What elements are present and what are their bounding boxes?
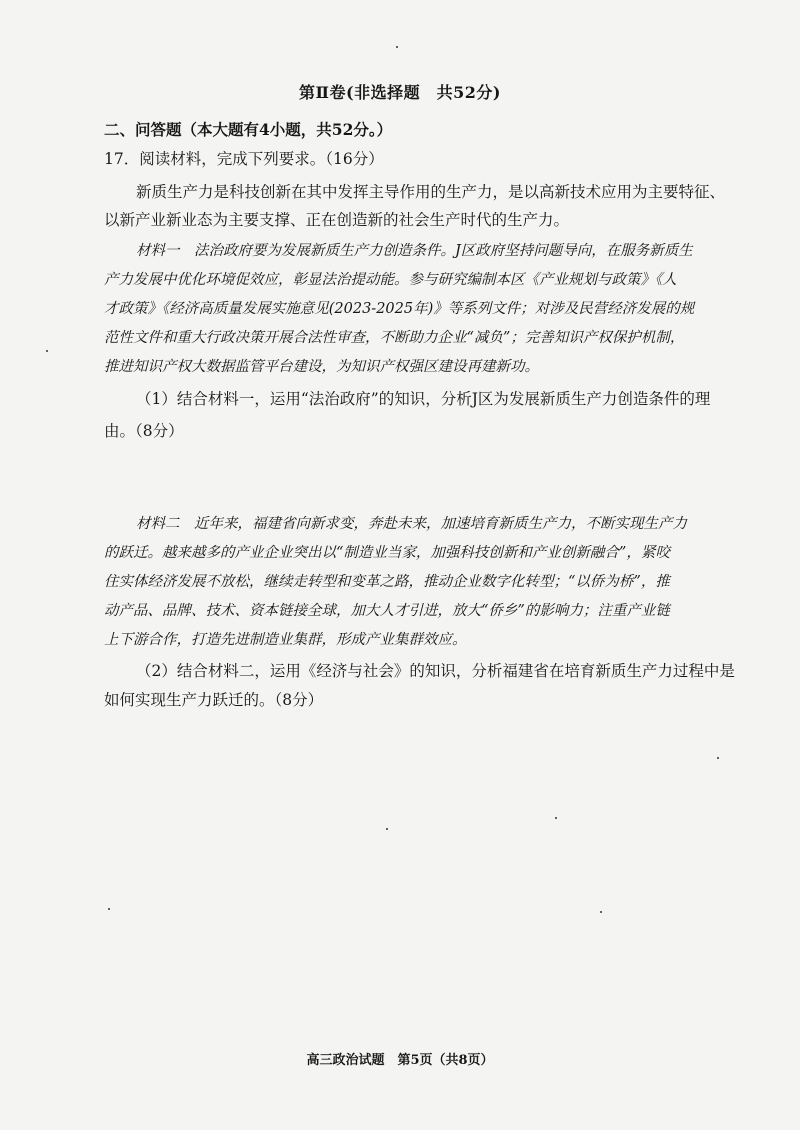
sub-question-2: （2）结合材料二，运用《经济与社会》的知识，分析福建省在培育新质生产力过程中是 <box>136 662 735 680</box>
scan-speck <box>46 350 48 352</box>
material2-line: 住实体经济发展不放松，继续走转型和变革之路，推动企业数字化转型；“以侨为桥”，推 <box>104 574 670 590</box>
material1-line: 材料一 法治政府要为发展新质生产力创造条件。J区政府坚持问题导向，在服务新质生 <box>136 243 693 259</box>
intro-line: 以新产业新业态为主要支撑、正在创造新的社会生产时代的生产力。 <box>104 211 570 229</box>
question-17: 17．阅读材料，完成下列要求。（16分） <box>104 150 384 168</box>
material2-line: 上下游合作，打造先进制造业集群，形成产业集群效应。 <box>104 632 467 648</box>
scan-speck <box>386 828 388 830</box>
material2-line: 动产品、品牌、技术、资本链接全球，加大人才引进，放大“侨乡”的影响力；注重产业链 <box>104 603 670 619</box>
part-heading: 二、问答题（本大题有4小题，共52分。） <box>104 120 393 139</box>
sub-question-1: （1）结合材料一，运用“法治政府”的知识，分析J区为发展新质生产力创造条件的理 <box>136 390 711 408</box>
scan-speck <box>717 757 719 759</box>
material1-line: 才政策》《经济高质量发展实施意见(2023-2025年)》等系列文件；对涉及民营经济发展的规 <box>104 301 695 317</box>
sub-question-1: 由。（8分） <box>104 422 184 440</box>
material1-line: 产力发展中优化环境促效应，彰显法治提动能。参与研究编制本区《产业规划与政策》《人 <box>104 272 677 288</box>
section-title: 第Ⅱ卷(非选择题 共52分) <box>299 83 501 102</box>
page-footer: 高三政治试题 第5页（共8页） <box>306 1053 494 1068</box>
material2-line: 材料二 近年来，福建省向新求变，奔赴未来，加速培育新质生产力，不断实现生产力 <box>136 516 687 532</box>
material2-line: 的跃迁。越来越多的产业企业突出以“制造业当家，加强科技创新和产业创新融合”，紧咬 <box>104 545 670 561</box>
intro-line: 新质生产力是科技创新在其中发挥主导作用的生产力，是以高新技术应用为主要特征、 <box>136 183 726 201</box>
scan-speck <box>396 46 398 48</box>
material1-line: 推进知识产权大数据监管平台建设，为知识产权强区建设再建新功。 <box>104 359 539 375</box>
material1-line: 范性文件和重大行政决策开展合法性审查，不断助力企业“减负”；完善知识产权保护机制， <box>104 330 685 346</box>
scan-speck <box>108 908 110 910</box>
scan-speck <box>555 817 557 819</box>
sub-question-2: 如何实现生产力跃迁的。（8分） <box>104 691 324 709</box>
scan-speck <box>600 911 602 913</box>
